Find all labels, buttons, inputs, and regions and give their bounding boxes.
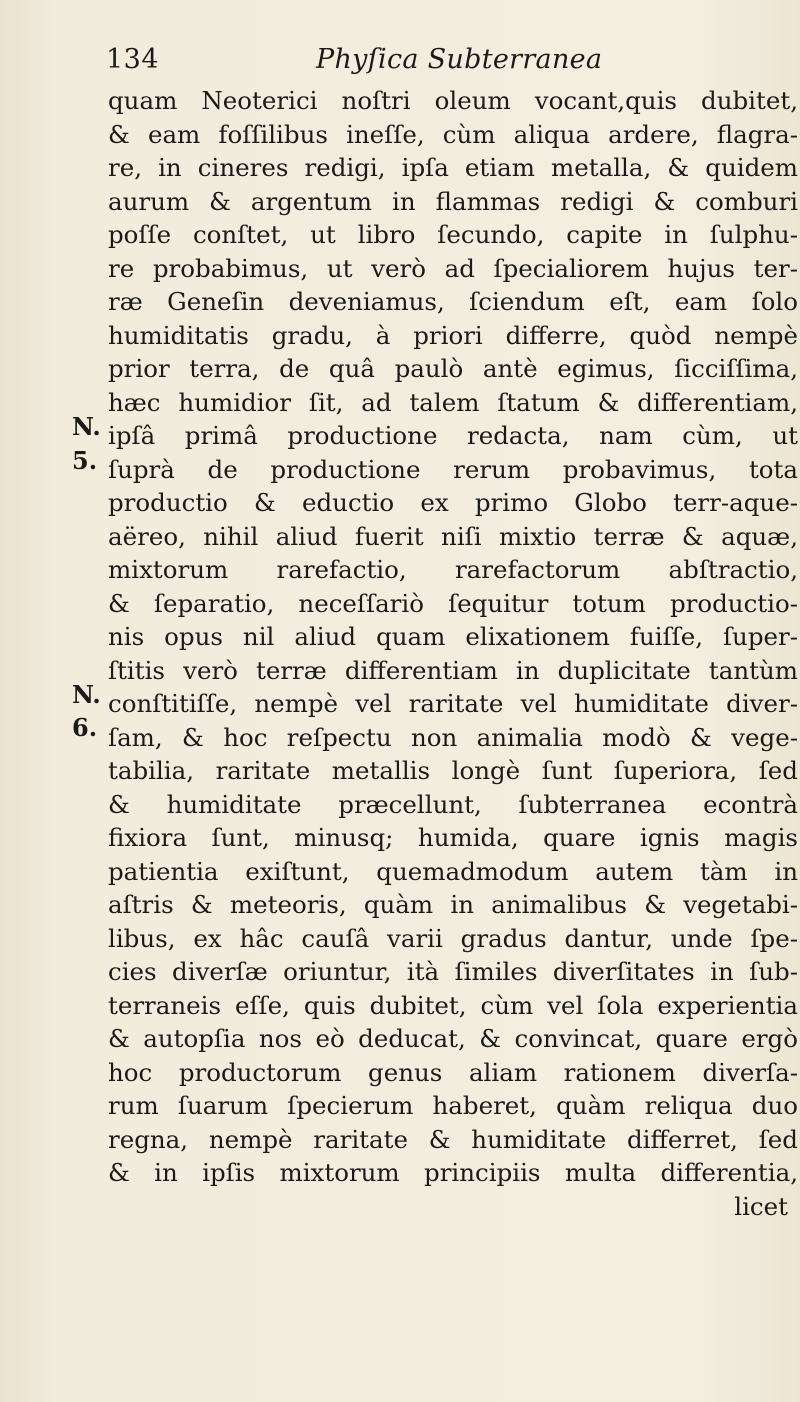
text-line: conſtitiſſe, nempè vel raritate vel humiditate diver-	[108, 689, 798, 718]
text-line: re probabimus, ut verò ad ſpecialiorem hujus ter-	[108, 253, 798, 283]
catchword: licet	[734, 1191, 788, 1221]
body-text	[108, 84, 798, 1223]
margin-note-5: 5.	[72, 446, 98, 475]
running-title: Phyſica Subterranea	[316, 44, 603, 75]
text-line: cies diverſæ oriuntur, ità ſimiles diverſitates in ſub-	[108, 957, 798, 986]
text-line: & ſeparatio, neceſſariò ſequitur totum productio-	[108, 588, 798, 618]
text-line: patientia exiſtunt, quemadmodum autem tàm in	[108, 856, 798, 886]
text-line: ipſâ primâ productione redacta, nam cùm, ut	[108, 421, 798, 450]
text-line: aſtris & meteoris, quàm in animalibus & vegetabi-	[108, 890, 798, 919]
text-line: re, in cineres redigi, ipſa etiam metalla, & quidem	[108, 153, 798, 182]
text-line: ſuprà de productione rerum probavimus, tota	[108, 454, 798, 484]
text-line: aurum & argentum in flammas redigi & comburi	[108, 186, 798, 216]
text-line: ræ Geneſin deveniamus, ſciendum eſt, eam ſolo	[108, 287, 798, 316]
text-line: quam Neoterici noſtri oleum vocant,quis dubitet,	[108, 86, 798, 115]
text-line: hoc productorum genus aliam rationem diverſa-	[108, 1057, 798, 1087]
text-line: productio & eductio ex primo Globo terr-aque-	[108, 488, 798, 517]
margin-note-n-2: N.	[72, 680, 101, 709]
text-line: & in ipſis mixtorum principiis multa differentia,	[108, 1158, 798, 1187]
margin-note-6: 6.	[72, 713, 98, 742]
text-line: regna, nempè raritate & humiditate differret, ſed	[108, 1124, 798, 1154]
text-line: poſſe conſtet, ut libro ſecundo, capite in ſulphu-	[108, 220, 798, 249]
text-line: & autopſia nos eò deducat, & convincat, quare ergò	[108, 1024, 798, 1053]
text-line: & humiditate præcellunt, ſubterranea econtrà	[108, 789, 798, 819]
text-line: ſtitis verò terræ differentiam in duplicitate tantùm	[108, 655, 798, 685]
text-line: humiditatis gradu, à priori differre, quòd nempè	[108, 320, 798, 350]
text-line: fixiora ſunt, minusq; humida, quare ignis magis	[108, 823, 798, 852]
text-line: prior terra, de quâ paulò antè egimus, ſicciſſima,	[108, 354, 798, 383]
text-line: mixtorum rarefactio, rarefactorum abſtractio,	[108, 555, 798, 584]
text-line: terraneis eſſe, quis dubitet, cùm vel ſola experientia	[108, 990, 798, 1020]
text-line: tabilia, raritate metallis longè ſunt ſuperiora, ſed	[108, 756, 798, 785]
text-line: ſam, & hoc reſpectu non animalia modò & vege-	[108, 722, 798, 752]
text-line: nis opus nil aliud quam elixationem fuiſſe, ſuper-	[108, 622, 798, 651]
text-line: & eam foſſilibus ineſſe, cùm aliqua ardere, flagra-	[108, 119, 798, 149]
text-line: libus, ex hâc cauſâ varii gradus dantur, unde ſpe-	[108, 923, 798, 953]
running-head	[106, 44, 686, 84]
margin-note-n: N.	[72, 412, 101, 441]
text-line: hæc humidior ſit, ad talem ſtatum & differentiam,	[108, 387, 798, 417]
page-number: 134	[106, 44, 160, 75]
text-line: aëreo, nihil aliud fuerit niſi mixtio terræ & aquæ,	[108, 521, 798, 551]
text-line: rum ſuarum ſpecierum haberet, quàm reliqua duo	[108, 1091, 798, 1120]
